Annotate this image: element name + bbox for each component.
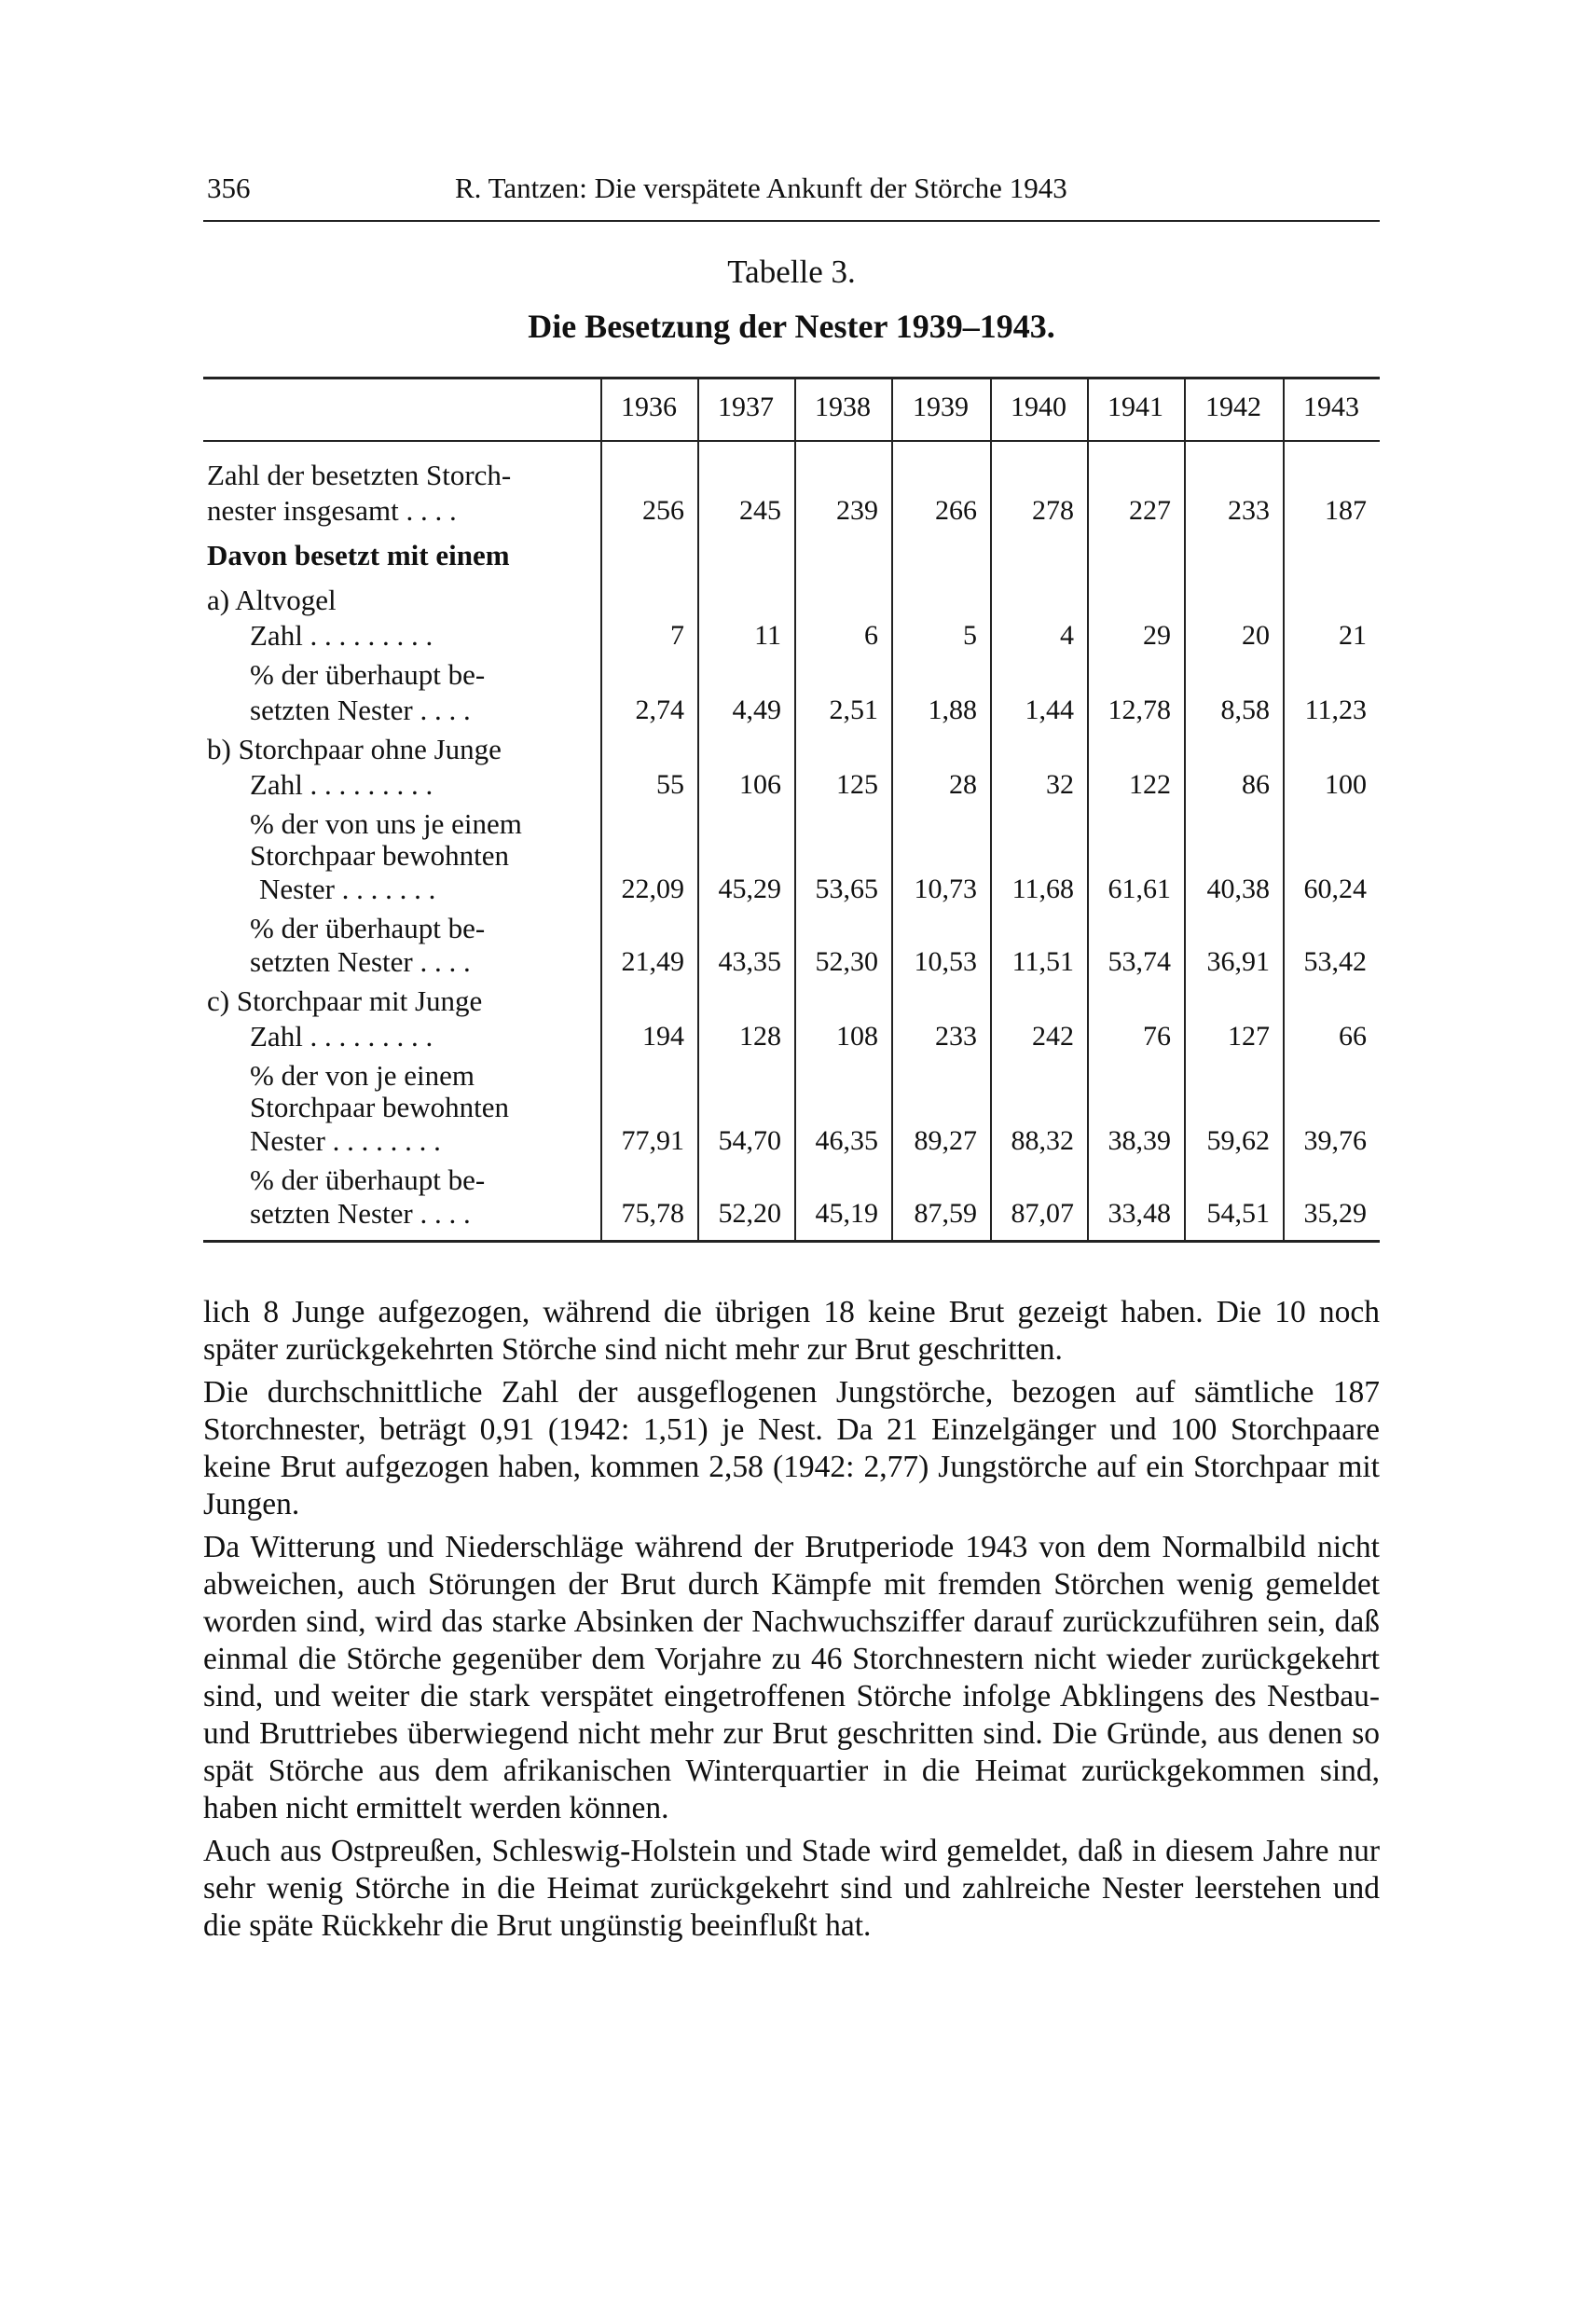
column-header-year: 1941 [1108, 392, 1163, 422]
row-label: % der überhaupt be- [250, 658, 486, 691]
table-cell: 4 [1060, 620, 1074, 651]
row-label: setzten Nester . . . . [250, 694, 471, 726]
header-rule [203, 220, 1380, 222]
table-cell: 52,20 [718, 1198, 781, 1229]
table-cell: 278 [1032, 495, 1074, 526]
table-cell: 89,27 [914, 1125, 977, 1156]
table-cell: 11,23 [1304, 695, 1367, 725]
table-cell: 60,24 [1303, 874, 1367, 904]
table-label: Tabelle 3. [727, 254, 856, 290]
table-bottom-rule [203, 1240, 1380, 1243]
table-cell: 2,51 [829, 695, 878, 725]
table-cell: 128 [739, 1021, 781, 1052]
column-header-year: 1939 [913, 392, 969, 422]
table-cell: 11 [754, 620, 781, 651]
table-cell: 21,49 [621, 946, 684, 977]
column-header-year: 1940 [1011, 392, 1066, 422]
table-cell: 10,53 [914, 946, 977, 977]
row-label: Storchpaar bewohnten [250, 839, 510, 872]
table-cell: 77,91 [621, 1125, 684, 1156]
row-label: Zahl . . . . . . . . . [250, 768, 433, 801]
table-cell: 38,39 [1108, 1125, 1171, 1156]
table-cell: 106 [739, 769, 781, 800]
page-number: 356 [207, 172, 251, 204]
row-label: Zahl der besetzten Storch- [207, 459, 512, 491]
row-label: Davon besetzt mit einem [207, 539, 510, 571]
table-cell: 233 [935, 1021, 977, 1052]
table-cell: 40,38 [1206, 874, 1270, 904]
table-cell: 266 [935, 495, 977, 526]
table-cell: 59,62 [1206, 1125, 1270, 1156]
table-cell: 45,19 [815, 1198, 878, 1229]
table-cell: 39,76 [1303, 1125, 1367, 1156]
table-cell: 52,30 [815, 946, 878, 977]
table-cell: 5 [963, 620, 977, 651]
column-header-year: 1938 [815, 392, 871, 422]
column-header-year: 1943 [1303, 392, 1359, 422]
row-label: % der von uns je einem [250, 807, 522, 840]
column-header-year: 1937 [718, 392, 774, 422]
table-cell: 53,74 [1108, 946, 1171, 977]
table-cell: 8,58 [1220, 695, 1270, 725]
table-cell: 29 [1143, 620, 1171, 651]
row-label: % der überhaupt be- [250, 912, 486, 944]
table-cell: 245 [739, 495, 781, 526]
row-label: Nester . . . . . . . [259, 873, 436, 905]
table-cell: 11,68 [1011, 874, 1074, 904]
table-cell: 6 [864, 620, 878, 651]
row-label: Zahl . . . . . . . . . [250, 1020, 433, 1053]
table-cell: 66 [1339, 1021, 1367, 1052]
table-cell: 36,91 [1206, 946, 1270, 977]
row-label: a) Altvogel [207, 584, 337, 616]
table-cell: 33,48 [1108, 1198, 1171, 1229]
table-cell: 45,29 [718, 874, 781, 904]
table-cell: 122 [1129, 769, 1171, 800]
table-cell: 233 [1228, 495, 1270, 526]
table-cell: 7 [670, 620, 684, 651]
table-cell: 55 [656, 769, 684, 800]
table-cell: 76 [1143, 1021, 1171, 1052]
row-label: % der von je einem [250, 1059, 475, 1092]
table-cell: 21 [1339, 620, 1367, 651]
running-title: R. Tantzen: Die verspätete Ankunft der Störche 1943 [455, 172, 1067, 204]
table-cell: 256 [642, 495, 684, 526]
table-cell: 187 [1325, 495, 1367, 526]
row-label: % der überhaupt be- [250, 1163, 486, 1196]
table-cell: 35,29 [1303, 1198, 1367, 1229]
table-cell: 61,61 [1108, 874, 1171, 904]
column-header-year: 1942 [1205, 392, 1261, 422]
table-cell: 239 [836, 495, 878, 526]
table-cell: 86 [1242, 769, 1270, 800]
table-cell: 194 [642, 1021, 684, 1052]
table-cell: 22,09 [621, 874, 684, 904]
table-cell: 54,51 [1206, 1198, 1270, 1229]
table-cell: 12,78 [1108, 695, 1171, 725]
table-cell: 1,88 [928, 695, 977, 725]
paragraph: Auch aus Ostpreußen, Schleswig-Holstein und Stade wird gemeldet, daß in diesem Jahre nur sehr wenig Störche in die Heimat zurückgekehrt sind und zahlreiche Nester leerstehen und die späte Rückkehr die Brut ungünstig beeinflußt hat. [203, 1834, 1380, 1943]
table-cell: 88,32 [1011, 1125, 1074, 1156]
row-label: setzten Nester . . . . [250, 1197, 471, 1230]
table-cell: 10,73 [914, 874, 977, 904]
table-cell: 20 [1242, 620, 1270, 651]
table-cell: 28 [949, 769, 977, 800]
table-cell: 87,59 [914, 1198, 977, 1229]
table-cell: 242 [1032, 1021, 1074, 1052]
table-cell: 125 [836, 769, 878, 800]
table-cell: 11,51 [1011, 946, 1074, 977]
row-label: Zahl . . . . . . . . . [250, 619, 433, 652]
table-title: Die Besetzung der Nester 1939–1943. [528, 308, 1055, 345]
table-cell: 53,42 [1303, 946, 1367, 977]
row-label: b) Storchpaar ohne Junge [207, 733, 502, 765]
table-cell: 75,78 [621, 1198, 684, 1229]
table-cell: 108 [836, 1021, 878, 1052]
paragraph: Die durchschnittliche Zahl der ausgeflogenen Jungstörche, bezogen auf sämtliche 187 Storchnester, beträgt 0,91 (1942: 1,51) je Nest. Da 21 Einzelgänger und 100 Storchpaare keine Brut aufgezogen haben, kommen 2,58 (1942: 2,77) Jungstörche auf ein Storchpaar mit Jungen. [203, 1375, 1380, 1521]
paragraph: Da Witterung und Niederschläge während der Brutperiode 1943 von dem Normalbild nicht abweichen, auch Störungen der Brut durch Kämpfe mit fremden Störchen wenig gemeldet worden sind, wird das starke Absinken der Nachwuchsziffer darauf zurückzuführen sein, daß einmal die Störche gegenüber dem Vorjahre zu 46 Storchnestern nicht wieder zurückgekehrt sind, und weiter die stark verspätet eingetroffenen Störche infolge Abklingens des Nestbau- und Bruttriebes überwiegend nicht mehr zur Brut geschritten sind. Die Gründe, aus denen so spät Störche aus dem afrikanischen Winterquartier in die Heimat zurückgekommen sind, haben nicht ermittelt werden können. [203, 1530, 1380, 1825]
table-cell: 127 [1228, 1021, 1270, 1052]
table-cell: 32 [1046, 769, 1074, 800]
table-cell: 46,35 [815, 1125, 878, 1156]
table-cell: 227 [1129, 495, 1171, 526]
table-cell: 87,07 [1011, 1198, 1074, 1229]
row-label: setzten Nester . . . . [250, 945, 471, 978]
row-label: nester insgesamt . . . . [207, 494, 457, 527]
paragraph: lich 8 Junge aufgezogen, während die übrigen 18 keine Brut gezeigt haben. Die 10 noch später zurückgekehrten Störche sind nicht mehr zur Brut geschritten. [203, 1295, 1380, 1367]
row-label: Nester . . . . . . . . [250, 1124, 441, 1157]
table-header-rule [203, 440, 1380, 442]
table-cell: 54,70 [718, 1125, 781, 1156]
table-cell: 53,65 [815, 874, 878, 904]
table-cell: 1,44 [1025, 695, 1074, 725]
body-text [203, 1294, 1380, 1950]
table-cell: 43,35 [718, 946, 781, 977]
row-label: Storchpaar bewohnten [250, 1091, 510, 1123]
column-header-year: 1936 [621, 392, 677, 422]
table-cell: 100 [1325, 769, 1367, 800]
row-label: c) Storchpaar mit Junge [207, 984, 483, 1017]
table-cell: 2,74 [635, 695, 684, 725]
table-top-rule [203, 377, 1380, 379]
table-cell: 4,49 [732, 695, 781, 725]
